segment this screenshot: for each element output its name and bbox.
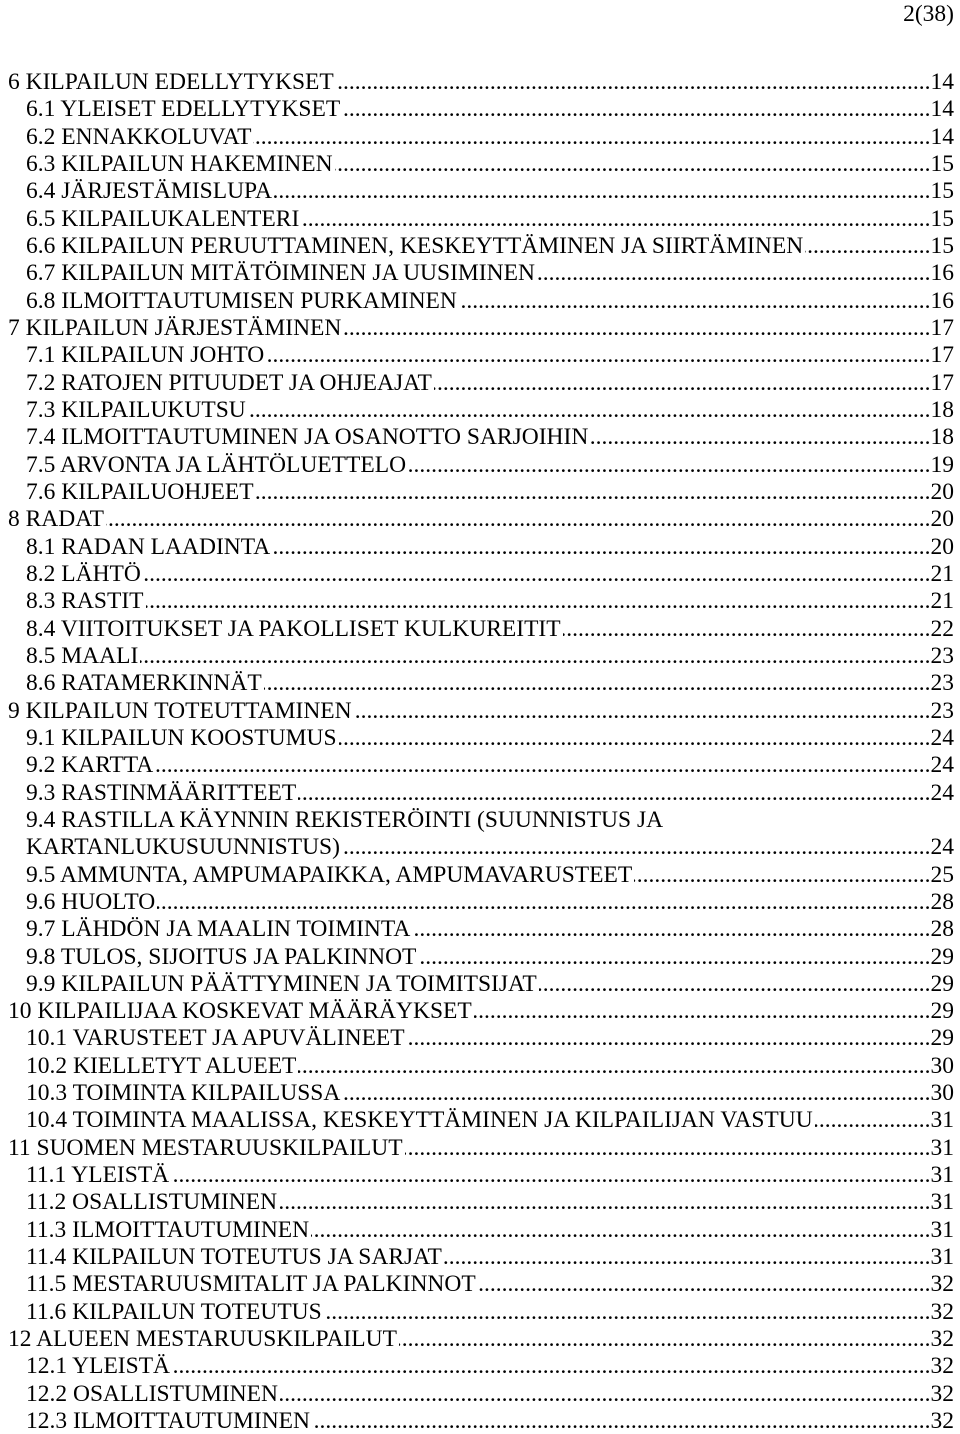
dot-leader [342,837,931,857]
toc-entry [0,1380,954,1407]
toc-entry [0,506,954,533]
toc-entry-title: 9.9 KILPAILUN PÄÄTTYMINEN JA TOIMITSIJAT [26,970,537,997]
toc-entry-page-number: 28 [930,916,954,943]
toc-entry-title: 6.3 KILPAILUN HAKEMINEN [26,150,333,177]
toc-entry-page-number: 15 [930,178,954,205]
dot-leader [335,154,931,174]
toc-entry-page-number: 21 [930,560,954,587]
toc-entry-page-number: 15 [930,150,954,177]
toc-entry [0,806,954,833]
toc-entry-page-number: 29 [930,943,954,970]
toc-entry-title: 10.1 VARUSTEET JA APUVÄLINEET [26,1025,405,1052]
toc-entry [0,123,954,150]
dot-leader [155,755,930,775]
toc-entry-page-number: 15 [930,205,954,232]
dot-leader [634,865,930,885]
dot-leader [157,892,930,912]
dot-leader [434,373,931,393]
toc-entry-title: 9.7 LÄHDÖN JA MAALIN TOIMINTA [26,916,411,943]
toc-entry-title: 8.2 LÄHTÖ [26,560,141,587]
toc-entry-title: 9.4 RASTILLA KÄYNNIN REKISTERÖINTI (SUUNNISTUS JA [26,806,664,833]
toc-entry-title: 7 KILPAILUN JÄRJESTÄMINEN [8,314,342,341]
toc-entry-page-number: 32 [930,1353,954,1380]
toc-entry [0,1326,954,1353]
toc-entry-title: 8.4 VIITOITUKSET JA PAKOLLISET KULKUREITIT [26,615,561,642]
toc-entry [0,670,954,697]
dot-leader [339,728,931,748]
toc-entry-page-number: 23 [930,697,954,724]
toc-entry [0,1025,954,1052]
toc-entry [0,1162,954,1189]
toc-entry-page-number: 19 [930,451,954,478]
dot-leader [563,619,931,639]
dot-leader [172,1356,930,1376]
toc-entry-page-number: 14 [930,69,954,95]
toc-entry-page-number: 23 [930,642,954,669]
dot-leader [140,646,930,666]
toc-entry [0,1189,954,1216]
toc-entry-title: 6.7 KILPAILUN MITÄTÖIMINEN JA UUSIMINEN [26,260,535,287]
toc-entry-title-continued: KARTANLUKUSUUNNISTUS) [26,834,340,861]
toc-entry-title: 8.5 MAALI [26,642,139,669]
toc-entry-title: 10.3 TOIMINTA KILPAILUSSA [26,1080,341,1107]
dot-leader [106,509,931,529]
table-of-contents [0,69,954,1434]
toc-entry [0,342,954,369]
toc-entry [0,96,954,123]
toc-entry-page-number: 16 [930,287,954,314]
dot-leader [478,1274,931,1294]
toc-entry [0,1052,954,1079]
toc-entry-title: 9.3 RASTINMÄÄRITTEET [26,779,297,806]
toc-entry-page-number: 17 [930,369,954,396]
dot-leader [264,673,931,693]
toc-entry-page-number: 14 [930,96,954,123]
toc-entry [0,642,954,669]
toc-entry [0,615,954,642]
toc-entry [0,451,954,478]
dot-leader [408,455,930,475]
dot-leader [324,1302,931,1322]
toc-entry [0,588,954,615]
dot-leader [248,400,931,420]
toc-entry-page-number: 20 [930,533,954,560]
toc-entry [0,287,954,314]
toc-entry-page-number: 28 [930,888,954,915]
toc-entry [0,970,954,997]
toc-entry [0,752,954,779]
toc-entry-title: 12.2 OSALLISTUMINEN [26,1380,278,1407]
dot-leader [274,181,931,201]
toc-entry-page-number: 24 [930,724,954,751]
toc-entry [0,1107,954,1134]
dot-leader [171,1165,930,1185]
dot-leader [342,1083,930,1103]
dot-leader [537,263,931,283]
toc-entry-title: 9 KILPAILUN TOTEUTTAMINEN [8,697,352,724]
toc-entry-title: 9.6 HUOLTO [26,888,156,915]
toc-entry-page-number: 30 [930,1052,954,1079]
toc-entry-page-number: 31 [930,1107,954,1134]
toc-entry [0,943,954,970]
toc-entry-title: 11.2 OSALLISTUMINEN [26,1189,278,1216]
toc-entry [0,533,954,560]
toc-entry-page-number: 32 [930,1380,954,1407]
dot-leader [805,236,930,256]
toc-entry-title: 10.2 KIELLETYT ALUEET [26,1052,297,1079]
toc-entry-page-number: 18 [930,396,954,423]
dot-leader [405,1138,931,1158]
toc-entry [0,1353,954,1380]
toc-entry-title: 6.4 JÄRJESTÄMISLUPA [26,178,272,205]
toc-entry [0,998,954,1025]
toc-entry-title: 11.6 KILPAILUN TOTEUTUS [26,1298,322,1325]
toc-entry [0,724,954,751]
toc-entry-title: 6.6 KILPAILUN PERUUTTAMINEN, KESKEYTTÄMINEN JA SIIRTÄMINEN [26,232,804,259]
toc-entry-title: 8.3 RASTIT [26,588,144,615]
toc-entry-title: 7.6 KILPAILUOHJEET [26,478,254,505]
toc-entry-title: 11.4 KILPAILUN TOTEUTUS JA SARJAT [26,1244,442,1271]
toc-entry-page-number: 17 [930,342,954,369]
toc-entry [0,150,954,177]
toc-entry-page-number: 32 [930,1408,954,1434]
toc-entry [0,424,954,451]
toc-entry-title: 10.4 TOIMINTA MAALISSA, KESKEYTTÄMINEN JA KILPAILIJAN VASTUU [26,1107,813,1134]
toc-entry-title: 6 KILPAILUN EDELLYTYKSET [8,69,334,95]
toc-entry-title: 7.3 KILPAILUKUTSU [26,396,246,423]
toc-entry-page-number: 31 [930,1189,954,1216]
toc-entry-title: 12.3 ILMOITTAUTUMINEN [26,1408,310,1434]
toc-entry [0,1080,954,1107]
dot-leader [301,209,930,229]
toc-entry-title: 9.5 AMMUNTA, AMPUMAPAIKKA, AMPUMAVARUSTEET [26,861,633,888]
dot-leader [343,318,930,338]
toc-entry-title: 8.6 RATAMERKINNÄT [26,670,262,697]
toc-entry [0,69,954,95]
toc-entry-page-number: 21 [930,588,954,615]
toc-entry [0,478,954,505]
dot-leader [399,1329,931,1349]
toc-entry [0,1298,954,1325]
dot-leader [312,1411,931,1431]
toc-entry-page-number: 32 [930,1298,954,1325]
dot-leader [253,127,930,147]
toc-entry [0,779,954,806]
toc-entry [0,260,954,287]
dot-leader [336,72,931,92]
toc-entry-page-number: 14 [930,123,954,150]
toc-entry-title: 9.8 TULOS, SIJOITUS JA PALKINNOT [26,943,417,970]
toc-entry-page-number: 16 [930,260,954,287]
toc-entry [0,560,954,587]
dot-leader [407,1028,931,1048]
toc-entry-title: 11 SUOMEN MESTARUUSKILPAILUT [8,1134,403,1161]
toc-entry-title: 11.1 YLEISTÄ [26,1162,170,1189]
toc-entry [0,205,954,232]
toc-entry-title: 11.5 MESTARUUSMITALIT JA PALKINNOT [26,1271,476,1298]
toc-entry [0,1134,954,1161]
toc-entry-page-number: 31 [930,1134,954,1161]
toc-entry-page-number: 23 [930,670,954,697]
toc-entry [0,861,954,888]
page-number: 2(38) [903,1,954,27]
toc-entry-title: 12.1 YLEISTÄ [26,1353,171,1380]
toc-entry-page-number: 31 [930,1244,954,1271]
toc-entry [0,178,954,205]
dot-leader [342,99,930,119]
dot-leader [280,1384,931,1404]
dot-leader [279,1192,930,1212]
toc-entry-page-number: 15 [930,232,954,259]
toc-entry-title: 8.1 RADAN LAADINTA [26,533,271,560]
dot-leader [298,783,930,803]
toc-entry [0,1271,954,1298]
toc-entry-title: 6.2 ENNAKKOLUVAT [26,123,252,150]
toc-entry [0,888,954,915]
dot-leader [298,1056,930,1076]
dot-leader [412,919,930,939]
dot-leader [266,345,930,365]
dot-leader [815,1110,931,1130]
toc-entry [0,232,954,259]
dot-leader [590,427,930,447]
toc-entry [0,1408,954,1434]
toc-entry-page-number: 31 [930,1216,954,1243]
toc-entry-title: 9.2 KARTTA [26,752,154,779]
toc-entry-page-number: 24 [930,752,954,779]
toc-entry-page-number: 29 [930,1025,954,1052]
toc-entry-title: 6.8 ILMOITTAUTUMISEN PURKAMINEN [26,287,457,314]
toc-entry-page-number: 24 [930,834,954,861]
toc-entry-title: 10 KILPAILIJAA KOSKEVAT MÄÄRÄYKSET [8,998,472,1025]
toc-entry-title: 7.2 RATOJEN PITUUDET JA OHJEAJAT [26,369,432,396]
toc-entry [0,916,954,943]
toc-entry-title: 7.1 KILPAILUN JOHTO [26,342,265,369]
toc-entry [0,396,954,423]
dot-leader [272,537,930,557]
toc-entry-page-number: 22 [930,615,954,642]
toc-entry-page-number: 17 [930,314,954,341]
toc-entry-title: 9.1 KILPAILUN KOOSTUMUS [26,724,337,751]
dot-leader [444,1247,931,1267]
dot-leader [474,1001,931,1021]
dot-leader [146,591,931,611]
toc-entry [0,314,954,341]
toc-entry-page-number: 24 [930,779,954,806]
toc-entry [0,697,954,724]
dot-leader [143,564,931,584]
toc-entry-continuation [0,834,954,861]
toc-entry [0,369,954,396]
toc-entry-title: 6.1 YLEISET EDELLYTYKSET [26,96,341,123]
dot-leader [459,291,931,311]
toc-entry-page-number: 20 [930,506,954,533]
toc-entry-page-number: 32 [930,1326,954,1353]
dot-leader [311,1220,930,1240]
dot-leader [418,947,930,967]
toc-entry [0,1244,954,1271]
toc-entry-page-number: 25 [930,861,954,888]
toc-entry-page-number: 29 [930,998,954,1025]
dot-leader [256,482,931,502]
toc-entry [0,1216,954,1243]
toc-entry-page-number: 29 [930,970,954,997]
toc-entry-page-number: 32 [930,1271,954,1298]
toc-entry-page-number: 30 [930,1080,954,1107]
dot-leader [354,701,931,721]
toc-entry-title: 8 RADAT [8,506,104,533]
toc-entry-title: 12 ALUEEN MESTARUUSKILPAILUT [8,1326,397,1353]
toc-entry-page-number: 20 [930,478,954,505]
dot-leader [539,974,931,994]
toc-entry-title: 11.3 ILMOITTAUTUMINEN [26,1216,310,1243]
toc-entry-title: 7.5 ARVONTA JA LÄHTÖLUETTELO [26,451,407,478]
toc-entry-title: 7.4 ILMOITTAUTUMINEN JA OSANOTTO SARJOIHIN [26,424,589,451]
toc-entry-page-number: 18 [930,424,954,451]
toc-entry-title: 6.5 KILPAILUKALENTERI [26,205,300,232]
toc-entry-page-number: 31 [930,1162,954,1189]
